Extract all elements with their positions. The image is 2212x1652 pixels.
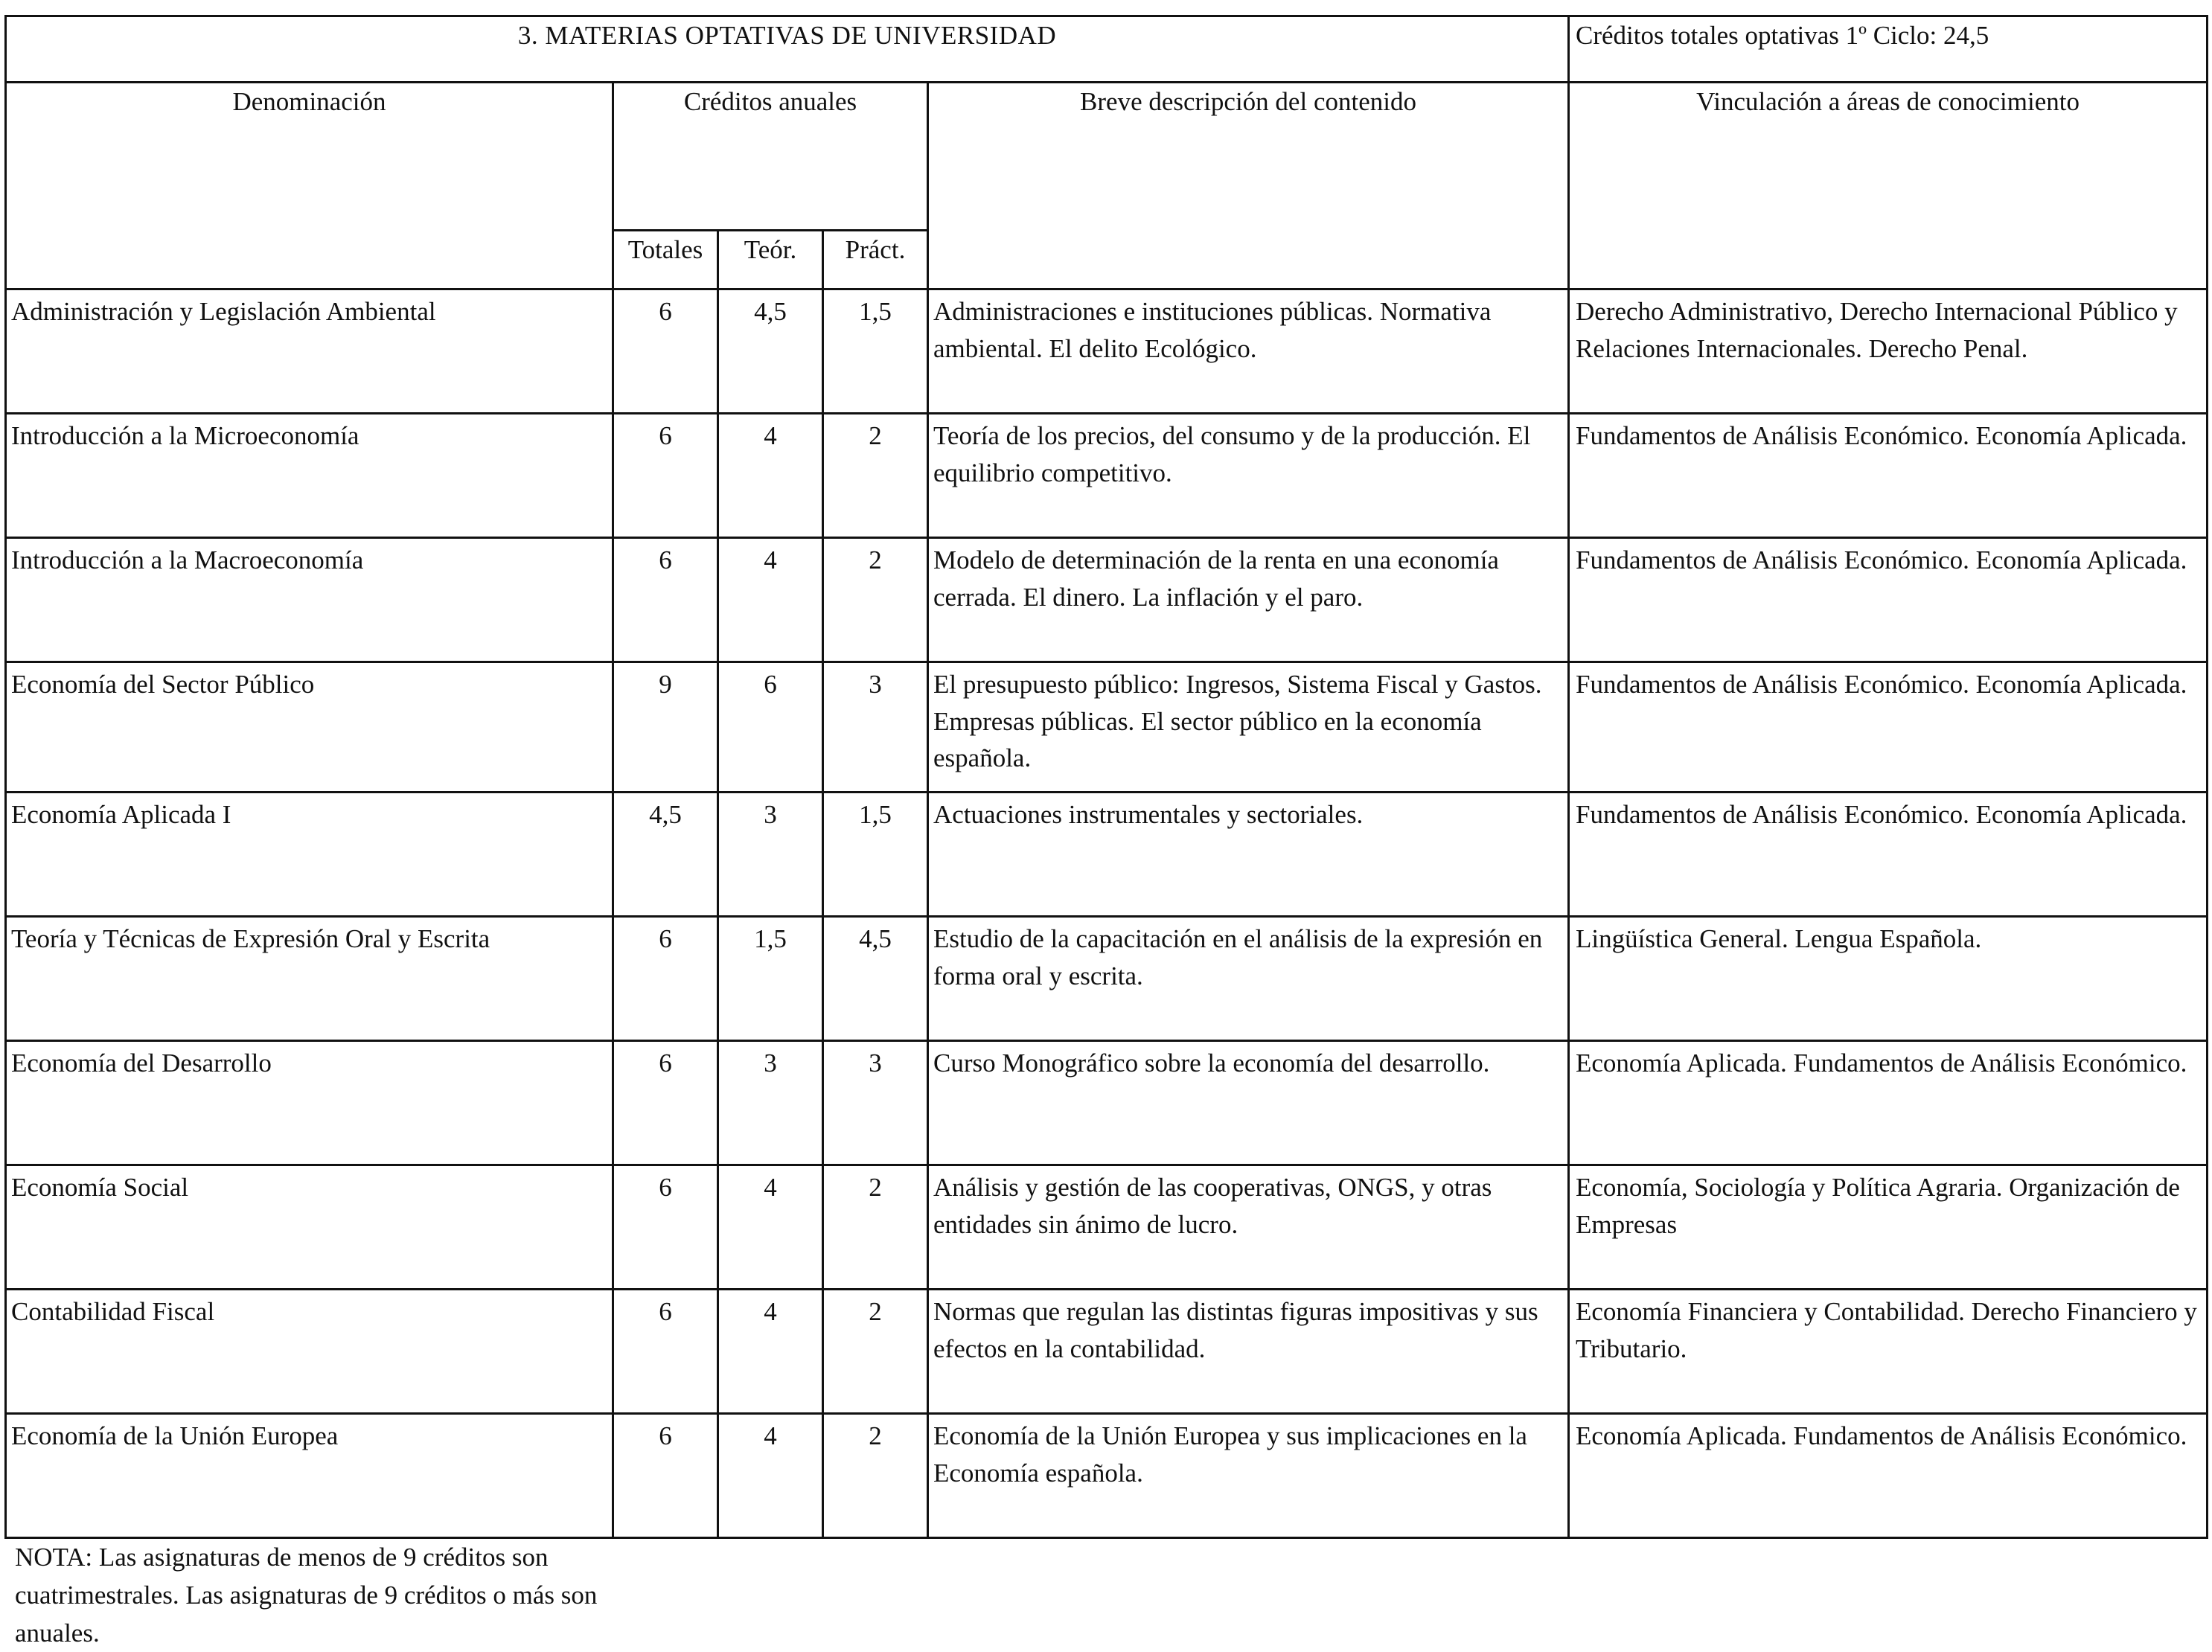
- subject-name: Introducción a la Microeconomía: [6, 414, 613, 538]
- subject-name: Economía de la Unión Europea: [6, 1414, 613, 1538]
- credits-practice: 2: [823, 1414, 928, 1538]
- credits-practice: 2: [823, 1165, 928, 1290]
- knowledge-areas: Lingüística General. Lengua Española.: [1569, 917, 2208, 1041]
- table-row: [6, 289, 2208, 414]
- credits-totals: 4,5: [613, 793, 718, 917]
- credits-totals: 6: [613, 1165, 718, 1290]
- header-name: Denominación: [6, 83, 613, 289]
- credits-theory: 4: [718, 538, 823, 662]
- credits-totals: 6: [613, 1414, 718, 1538]
- column-header-row: [6, 83, 2208, 231]
- content-description: Actuaciones instrumentales y sectoriales.: [928, 793, 1569, 917]
- credits-totals: 9: [613, 662, 718, 793]
- credits-theory: 4: [718, 414, 823, 538]
- content-description: El presupuesto público: Ingresos, Sistema Fiscal y Gastos. Empresas públicas. El sector público en la economía española.: [928, 662, 1569, 793]
- knowledge-areas: Fundamentos de Análisis Económico. Economía Aplicada.: [1569, 793, 2208, 917]
- content-description: Modelo de determinación de la renta en una economía cerrada. El dinero. La inflación y el paro.: [928, 538, 1569, 662]
- subject-name: Economía Social: [6, 1165, 613, 1290]
- table-row: [6, 1165, 2208, 1290]
- header-description: Breve descripción del contenido: [928, 83, 1569, 289]
- credits-theory: 1,5: [718, 917, 823, 1041]
- knowledge-areas: Economía, Sociología y Política Agraria. Organización de Empresas: [1569, 1165, 2208, 1290]
- header-totals: Totales: [613, 231, 718, 289]
- knowledge-areas: Economía Aplicada. Fundamentos de Análisis Económico.: [1569, 1041, 2208, 1165]
- credits-theory: 3: [718, 793, 823, 917]
- knowledge-areas: Economía Aplicada. Fundamentos de Análisis Económico.: [1569, 1414, 2208, 1538]
- credits-totals: 6: [613, 1290, 718, 1414]
- table-title: 3. MATERIAS OPTATIVAS DE UNIVERSIDAD: [6, 16, 1569, 83]
- credits-totals: 6: [613, 917, 718, 1041]
- credits-practice: 3: [823, 662, 928, 793]
- table-row: [6, 538, 2208, 662]
- table-row: [6, 1041, 2208, 1165]
- content-description: Curso Monográfico sobre la economía del desarrollo.: [928, 1041, 1569, 1165]
- knowledge-areas: Economía Financiera y Contabilidad. Derecho Financiero y Tributario.: [1569, 1290, 2208, 1414]
- content-description: Estudio de la capacitación en el análisis de la expresión en forma oral y escrita.: [928, 917, 1569, 1041]
- credits-practice: 4,5: [823, 917, 928, 1041]
- credits-practice: 1,5: [823, 289, 928, 414]
- table-row: [6, 1414, 2208, 1538]
- subject-name: Contabilidad Fiscal: [6, 1290, 613, 1414]
- header-areas: Vinculación a áreas de conocimiento: [1569, 83, 2208, 289]
- table-row: [6, 793, 2208, 917]
- credits-practice: 3: [823, 1041, 928, 1165]
- content-description: Administraciones e instituciones públicas. Normativa ambiental. El delito Ecológico.: [928, 289, 1569, 414]
- header-credits-group: Créditos anuales: [613, 83, 928, 231]
- credits-totals: 6: [613, 538, 718, 662]
- title-row: [6, 16, 2208, 83]
- knowledge-areas: Fundamentos de Análisis Económico. Economía Aplicada.: [1569, 662, 2208, 793]
- knowledge-areas: Fundamentos de Análisis Económico. Economía Aplicada.: [1569, 538, 2208, 662]
- knowledge-areas: Fundamentos de Análisis Económico. Economía Aplicada.: [1569, 414, 2208, 538]
- footnote: NOTA: Las asignaturas de menos de 9 créditos son cuatrimestrales. Las asignaturas de 9 créditos o más son anuales.: [15, 1543, 598, 1648]
- credits-practice: 2: [823, 1290, 928, 1414]
- content-description: Economía de la Unión Europea y sus implicaciones en la Economía española.: [928, 1414, 1569, 1538]
- subject-name: Economía del Sector Público: [6, 662, 613, 793]
- content-description: Análisis y gestión de las cooperativas, ONGS, y otras entidades sin ánimo de lucro.: [928, 1165, 1569, 1290]
- subject-name: Economía Aplicada I: [6, 793, 613, 917]
- header-practice: Práct.: [823, 231, 928, 289]
- credits-theory: 6: [718, 662, 823, 793]
- subject-name: Economía del Desarrollo: [6, 1041, 613, 1165]
- credits-theory: 4,5: [718, 289, 823, 414]
- table-body: [6, 289, 2208, 1538]
- credits-theory: 4: [718, 1414, 823, 1538]
- content-description: Normas que regulan las distintas figuras impositivas y sus efectos en la contabilidad.: [928, 1290, 1569, 1414]
- optional-subjects-table: [4, 15, 2208, 1539]
- header-theory: Teór.: [718, 231, 823, 289]
- credits-practice: 1,5: [823, 793, 928, 917]
- credits-totals: 6: [613, 289, 718, 414]
- credits-totals: 6: [613, 414, 718, 538]
- table-row: [6, 414, 2208, 538]
- table-row: [6, 662, 2208, 793]
- subject-name: Introducción a la Macroeconomía: [6, 538, 613, 662]
- table-row: [6, 1290, 2208, 1414]
- credits-practice: 2: [823, 538, 928, 662]
- content-description: Teoría de los precios, del consumo y de la producción. El equilibrio competitivo.: [928, 414, 1569, 538]
- credits-theory: 4: [718, 1290, 823, 1414]
- credits-practice: 2: [823, 414, 928, 538]
- credits-theory: 4: [718, 1165, 823, 1290]
- table-row: [6, 917, 2208, 1041]
- subject-name: Teoría y Técnicas de Expresión Oral y Escrita: [6, 917, 613, 1041]
- credits-totals: 6: [613, 1041, 718, 1165]
- credits-theory: 3: [718, 1041, 823, 1165]
- subject-name: Administración y Legislación Ambiental: [6, 289, 613, 414]
- total-credits: Créditos totales optativas 1º Ciclo: 24,5: [1569, 16, 2208, 83]
- knowledge-areas: Derecho Administrativo, Derecho Internacional Público y Relaciones Internacionales. Derecho Penal.: [1569, 289, 2208, 414]
